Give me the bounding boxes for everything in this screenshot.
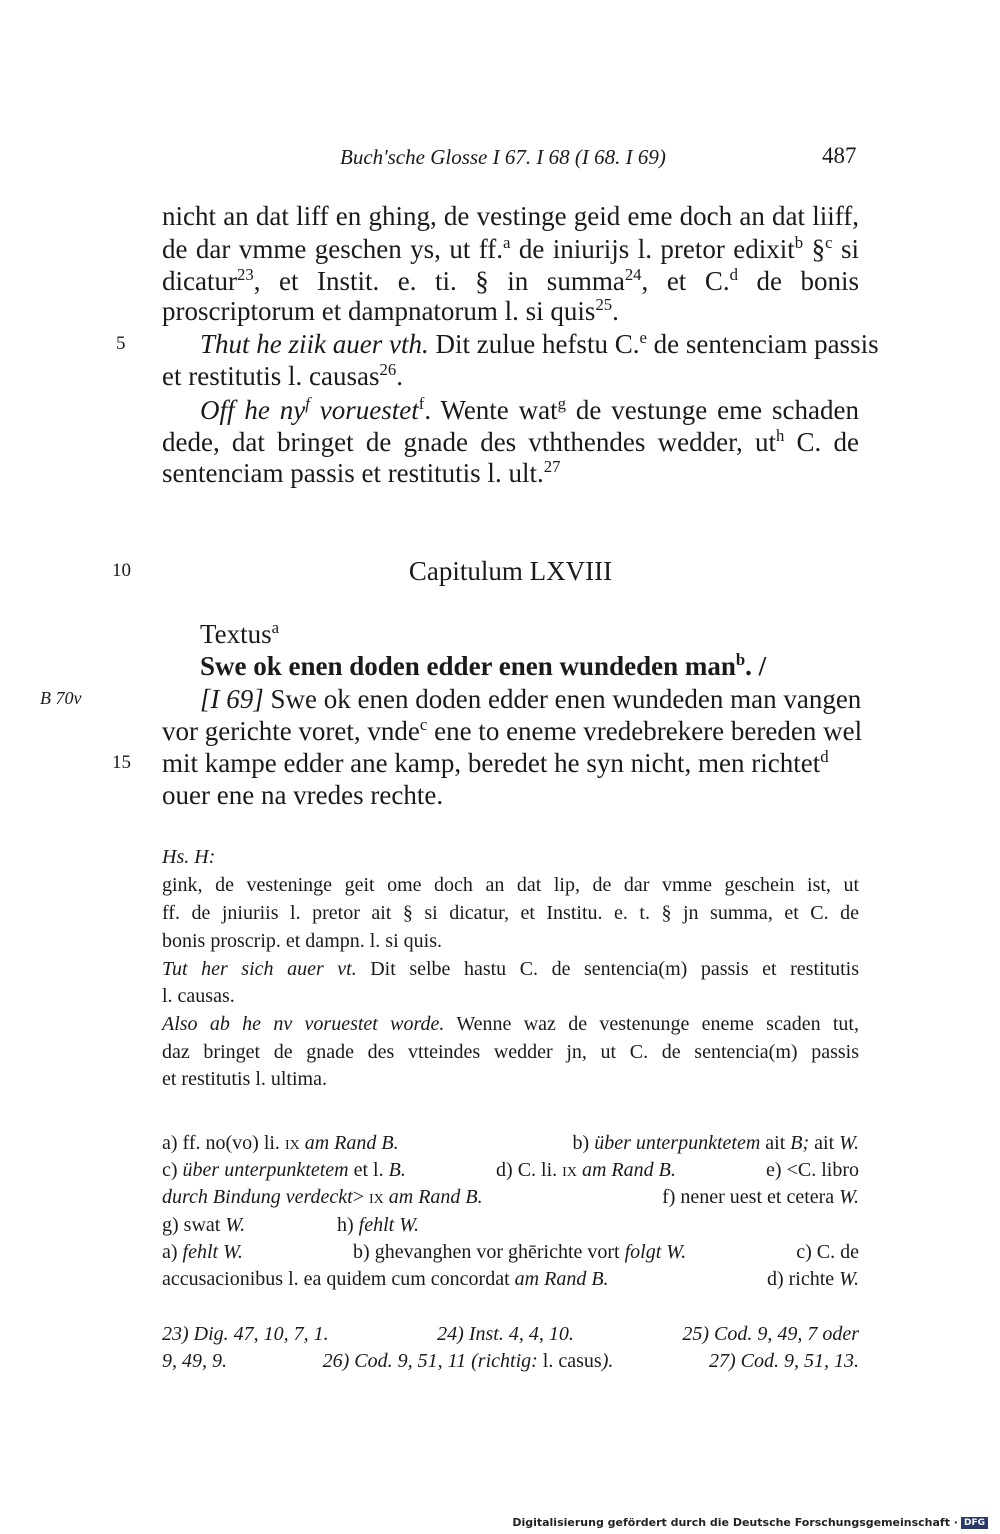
margin-reference: B 70v [40,688,82,708]
gloss-line: dicatur$^{23}$, et Instit. e. ti. § in summa$^{24}$, et C.$^d$ de bonis [162,265,859,296]
running-title: Buch'sche Glosse I 67. I 68 (I 68. I 69) [340,145,666,169]
gloss-line: nicht an dat liff en ghing, de vestinge geid eme doch an dat liiff, [162,201,859,231]
credit-text: Digitalisierung gefördert durch die Deutsche Forschungsgemeinschaft · [512,1516,958,1529]
manuscript-line: et restitutis l. ultima. [162,1068,327,1090]
gloss-line: de dar vmme geschen ys, ut ff.$^a$ de iniurijs l. pretor edixit$^b$ §$^c$ si [162,233,859,264]
line-number: 15 [112,752,131,773]
textus-line: [I 69] Swe ok enen doden edder enen wundeden man vangen [200,684,862,714]
textus-line: vor gerichte voret, vnde$^c$ ene to eneme vredebrekere bereden wel [162,715,863,746]
manuscript-line: Tut her sich auer vt. Dit selbe hastu C. de sentencia(m) passis et restitutis [162,958,860,980]
gloss-line: Thut he ziik auer vth. Dit zulue hefstu C.$^e$ de sentenciam passis [200,328,879,359]
manuscript-label: Hs. H: [162,846,216,868]
textus-line: ouer ene na vredes rechte. [162,780,444,810]
apparatus-line: a) ff. no(vo) li. ix am Rand B. b) über unterpunktetem ait B; ait W. [162,1132,859,1154]
line-number: 10 [112,560,131,581]
apparatus-line: accusacionibus l. ea quidem cum concordat am Rand B. d) richte W. [162,1268,859,1290]
apparatus-line: durch Bindung verdeckt> ix am Rand B. f) nener uest et cetera W. [162,1186,859,1208]
apparatus-line: a) fehlt W. b) ghevanghen vor ghērichte vort folgt W. c) C. de [162,1241,859,1263]
line-number: 5 [116,333,126,354]
apparatus-line: c) über unterpunktetem et l. B. d) C. li. ix am Rand B. e) <C. libro [162,1159,859,1181]
page-number: 487 [822,143,857,168]
textus-label: Textus$^a$ [200,618,280,649]
digitization-credit [512,1516,988,1529]
apparatus-line: g) swat W. h) fehlt W. [162,1214,420,1236]
manuscript-line: bonis proscrip. et dampn. l. si quis. [162,930,442,952]
footnote-line: 23) Dig. 47, 10, 7, 1. 24) Inst. 4, 4, 10. 25) Cod. 9, 49, 7 oder [162,1323,859,1345]
gloss-line: et restitutis l. causas$^{26}$. [162,360,403,391]
manuscript-line: Also ab he nv voruestet worde. Wenne waz de vestenunge eneme scaden tut, [162,1013,859,1035]
manuscript-line: daz bringet de gnade des vtteindes wedder jn, ut C. de sentencia(m) passis [162,1041,859,1063]
textus-heading: Swe ok enen doden edder enen wundeden man$^b$. / [200,650,767,681]
gloss-line: Off he $ny^f$ voruestet$^f$. Wente wat$^g$ de vestunge eme schaden [200,394,859,425]
manuscript-line: l. causas. [162,985,235,1007]
gloss-line: dede, dat bringet de gnade des vththendes wedder, $ut^h$ C. de [162,426,859,457]
textus-line: mit kampe edder ane kamp, beredet he syn nicht, men richtet$^d$ [162,747,829,778]
gloss-line: sentenciam passis et restitutis l. ult.$^{27}$ [162,457,561,488]
manuscript-line: ff. de jniuriis l. pretor ait § si dicatur, et Institu. e. t. § jn summa, et C. de [162,902,859,924]
manuscript-line: gink, de vesteninge geit ome doch an dat lip, de dar vmme geschein ist, ut [162,874,859,896]
dfg-logo: DFG [961,1517,988,1529]
chapter-title: Capitulum LXVIII [408,556,613,586]
footnote-line: 9, 49, 9. 26) Cod. 9, 51, 11 (richtig: l. casus). 27) Cod. 9, 51, 13. [162,1350,859,1372]
gloss-line: proscriptorum et dampnatorum l. si quis$^{25}$. [162,295,619,326]
